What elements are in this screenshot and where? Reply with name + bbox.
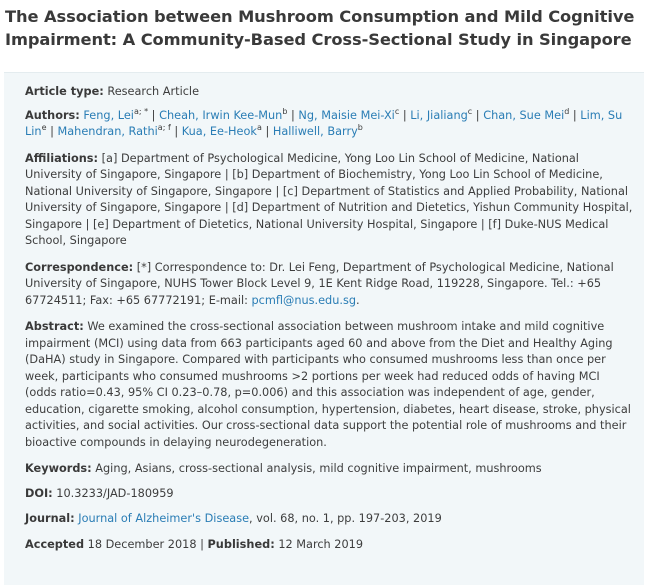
author-affiliation-marker: c [394, 106, 400, 116]
author-affiliation-marker: a; f [157, 123, 171, 133]
author-link[interactable]: Kua, Ee-Heok [181, 125, 257, 138]
author-separator: | [291, 108, 295, 122]
author-separator: | [50, 125, 54, 138]
author-link[interactable]: Feng, Lei [83, 108, 134, 122]
correspondence-row [25, 260, 634, 310]
author-separator: | [475, 108, 480, 122]
accepted-label: Accepted [25, 537, 85, 551]
article-type-row [25, 84, 634, 101]
published-label: Published: [207, 537, 275, 551]
keywords-text: Aging, Asians, cross-sectional analysis, mild cognitive impairment, mushrooms [95, 462, 542, 475]
author-affiliation-marker: c [467, 106, 473, 116]
dates-separator: | [200, 537, 204, 551]
author-separator: | [572, 108, 577, 122]
correspondence-email-link[interactable]: pcmfl@nus.edu.sg [251, 293, 357, 307]
author-affiliation-marker: a [256, 123, 262, 133]
affiliations-label: Affiliations: [25, 151, 99, 165]
doi-value: 10.3233/JAD-180959 [56, 486, 174, 500]
author-separator: | [174, 125, 179, 138]
authors-row [25, 108, 634, 141]
author-affiliation-marker: b [357, 123, 363, 133]
abstract-label: Abstract: [25, 320, 84, 333]
abstract-row [25, 319, 634, 451]
author-affiliation-marker: b [282, 106, 288, 116]
affiliations-row [25, 151, 634, 250]
author-link[interactable]: Chan, Sue Mei [483, 108, 565, 122]
author-affiliation-marker: a; * [133, 106, 149, 116]
doi-label: DOI: [25, 486, 53, 500]
accepted-date: 18 December 2018 [87, 537, 197, 551]
published-date: 12 March 2019 [278, 537, 364, 551]
doi-row [25, 486, 634, 503]
author-affiliation-marker: e [41, 123, 47, 133]
author-separator: | [402, 108, 407, 122]
keywords-row [25, 461, 634, 478]
abstract-text: We examined the cross-sectional association between mushroom intake and mild cognitive impairment (MCI) using data from 663 participants aged 60 and above from the Diet and Healthy Aging (DaHA) study in Singapore. Compared with participants who consumed mushrooms less than once per week, participants who consumed mushrooms >2 portions per week had reduced odds of having MCI (odds ratio=0.43, 95% CI 0.23–0.78, p=0.006) and this association was independent of age, gender, education, cigarette smoking, alcohol consumption, hypertension, diabetes, heart disease, stroke, physical activities, and social activities. Our cross-sectional data support the potential role of mushrooms and their bioactive compounds in delaying neurodegeneration. [25, 320, 631, 449]
affiliations-text: [a] Department of Psychological Medicine, Yong Loo Lin School of Medicine, National University of Singapore, Singapore | [b] Department of Biochemistry, Yong Loo Lin School of Medicine, National University of Singapore, Singapore | [c] Department of Statistics and Applied Probability, National University of Singapore, Singapore | [d] Department of Nutrition and Dietetics, Yishun Community Hospital, Singapore | [e] Department of Dietetics, National University Hospital, Singapore | [f] Duke-NUS Medical School, Singapore [25, 151, 633, 247]
article-title-line-2: Impairment: A Community-Based Cross-Sectional Study in Singapore [5, 30, 632, 49]
article-title [0, 0, 648, 51]
author-separator: | [151, 108, 156, 122]
author-link[interactable]: Halliwell, Barry [272, 125, 358, 138]
author-link[interactable]: Mahendran, Rathi [57, 125, 158, 138]
author-link[interactable]: Cheah, Irwin Kee-Mun [159, 108, 283, 122]
article-metadata-panel [4, 72, 644, 585]
author-link[interactable]: Li, Jialiang [410, 108, 468, 122]
author-link[interactable]: Ng, Maisie Mei-Xi [298, 108, 395, 122]
journal-link[interactable]: Journal of Alzheimer's Disease [78, 512, 250, 525]
author-separator: | [265, 125, 270, 138]
journal-label: Journal: [25, 512, 75, 525]
article-title-line-1: The Association between Mushroom Consumption and Mild Cognitive [5, 7, 635, 26]
keywords-label: Keywords: [25, 462, 92, 475]
correspondence-label: Correspondence: [25, 260, 134, 274]
author-link[interactable]: Lim, Su Lin [25, 108, 623, 138]
journal-details: , vol. 68, no. 1, pp. 197-203, 2019 [249, 512, 442, 525]
journal-row [25, 511, 634, 528]
author-affiliation-marker: d [564, 106, 570, 116]
authors-list [25, 106, 623, 139]
article-type-label: Article type: [25, 85, 104, 98]
dates-row [25, 537, 634, 554]
article-type-value: Research Article [107, 85, 200, 98]
correspondence-text: [*] Correspondence to: Dr. Lei Feng, Department of Psychological Medicine, National University of Singapore, NUHS Tower Block Level 9, 1E Kent Ridge Road, 119228, Singapore. Tel.: +65 67724511; Fax: +65 67772191; E-mail: [25, 260, 614, 307]
correspondence-period: . [356, 293, 360, 307]
authors-label: Authors: [25, 108, 80, 122]
